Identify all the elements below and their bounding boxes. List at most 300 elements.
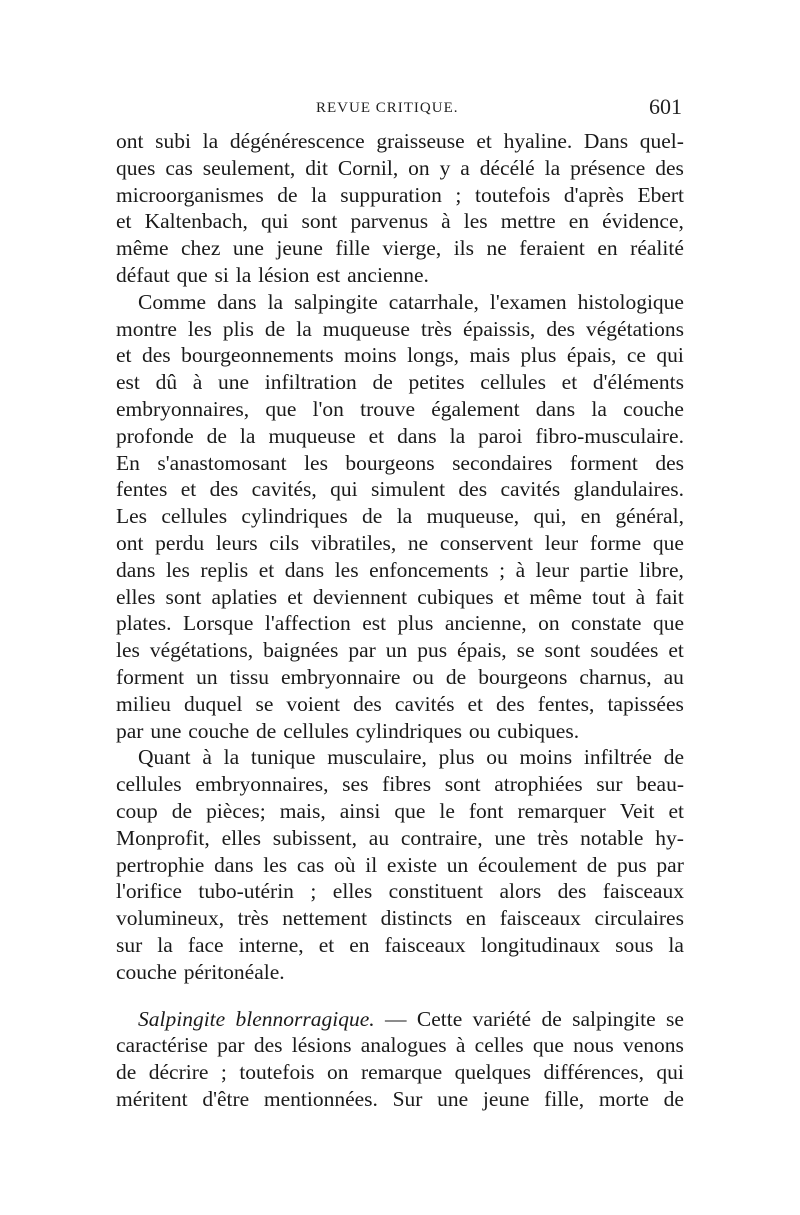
word: embryonnaires, — [195, 772, 329, 797]
word: un — [196, 664, 218, 689]
word: forment — [116, 664, 185, 689]
text-line — [116, 503, 684, 530]
word: et — [668, 798, 684, 823]
word: et — [476, 129, 492, 153]
word: à — [455, 1033, 466, 1058]
text-line — [116, 1086, 684, 1113]
text-line — [116, 423, 684, 450]
word: plus — [520, 343, 557, 368]
word: de — [206, 423, 227, 448]
word: général, — [615, 504, 684, 529]
word: qui — [330, 477, 358, 502]
word: que — [652, 530, 684, 555]
word: coup — [116, 798, 158, 823]
word: variété — [472, 1006, 532, 1031]
word: dit — [305, 155, 328, 180]
text-line — [116, 718, 684, 745]
word: la — [223, 745, 240, 770]
word: des — [496, 691, 525, 716]
word: est — [362, 611, 387, 636]
word: fentes, — [537, 691, 595, 716]
word: se — [666, 1006, 684, 1031]
word: celles — [474, 1033, 524, 1058]
word: même — [116, 236, 169, 261]
word: des — [655, 155, 684, 180]
word: contraire, — [400, 825, 483, 850]
word: longs, — [407, 343, 460, 368]
word: et — [258, 557, 275, 582]
word: mentionnées. — [263, 1086, 378, 1111]
word: histologique — [577, 289, 684, 314]
word: toutefois — [239, 1060, 315, 1085]
word: très — [237, 906, 269, 931]
word: tubo-utérin — [198, 879, 294, 904]
word: enfoncements — [369, 557, 489, 582]
word: et — [116, 343, 132, 368]
word: à — [441, 209, 451, 234]
word: face — [187, 932, 224, 957]
word: ancienne, — [444, 611, 527, 636]
word: la — [311, 182, 327, 207]
word: très — [420, 316, 453, 341]
word: un — [385, 638, 408, 663]
word: — — [385, 1006, 407, 1031]
word: de — [445, 664, 467, 689]
word: sur — [596, 772, 623, 797]
word: venons — [623, 1033, 684, 1058]
word: en — [349, 932, 370, 957]
word: méritent — [116, 1086, 188, 1111]
word: catarrhale, — [388, 289, 479, 314]
text-line — [116, 959, 684, 986]
word: ; — [310, 879, 317, 904]
word: y — [439, 155, 451, 180]
section-heading: Salpingite — [138, 1006, 226, 1031]
word: et — [668, 638, 684, 663]
word: de — [171, 798, 193, 823]
word: épais, — [457, 638, 507, 663]
word: des — [546, 316, 575, 341]
word: ou — [486, 745, 508, 770]
text-line — [116, 825, 684, 852]
word: perdu — [155, 530, 205, 555]
word: présence — [570, 155, 646, 180]
word: cellules — [161, 504, 228, 529]
word: a — [460, 155, 470, 180]
word: embryonnaires, — [116, 396, 250, 421]
word: dans — [214, 852, 254, 877]
word: remarque — [360, 1060, 443, 1085]
word: tout — [592, 584, 626, 609]
word: la — [235, 262, 252, 287]
text-line — [116, 128, 684, 155]
word: est — [116, 370, 140, 395]
word: soudées — [590, 638, 659, 663]
word: cubiques. — [497, 718, 580, 743]
word: que — [176, 262, 208, 287]
word: cylindriques — [355, 718, 463, 743]
word: réalité — [630, 236, 684, 261]
word: forme — [589, 530, 642, 555]
word: et — [180, 477, 197, 502]
text-line — [116, 878, 684, 905]
word: Dans — [583, 129, 629, 153]
word: alors — [499, 879, 542, 904]
word: hy- — [655, 825, 684, 850]
word: toutefois — [475, 182, 551, 207]
word: cils — [269, 530, 300, 555]
word: bourgeons — [345, 450, 435, 475]
word: en — [568, 209, 590, 234]
word: à — [515, 557, 526, 582]
word: ont — [116, 530, 144, 555]
word: sous — [615, 932, 654, 957]
word: l'orifice — [116, 879, 182, 904]
word: couche — [623, 396, 684, 421]
word: longitudinaux — [480, 932, 601, 957]
word: salpingite — [294, 289, 378, 314]
word: elles — [221, 825, 261, 850]
word: très — [537, 825, 569, 850]
word: dans — [397, 423, 437, 448]
word: plis — [222, 316, 254, 341]
word: Comme — [138, 289, 207, 314]
word: lésion — [258, 262, 310, 287]
text-line — [116, 182, 684, 209]
word: ne — [407, 530, 429, 555]
word: il — [365, 852, 378, 877]
word: que — [394, 798, 426, 823]
word: fait — [655, 584, 684, 609]
word: plus — [438, 745, 475, 770]
word: remarquer — [517, 798, 606, 823]
text-line — [116, 530, 684, 557]
word: en — [465, 906, 487, 931]
word: muqueuse — [322, 316, 410, 341]
word: volumineux, — [116, 906, 225, 931]
word: que — [532, 1033, 564, 1058]
word: cas — [296, 852, 325, 877]
word: on — [327, 1060, 349, 1085]
word: secondaires — [452, 450, 553, 475]
word: bourgeonnements — [181, 343, 334, 368]
word: cavités — [394, 691, 455, 716]
word: de — [264, 316, 286, 341]
word: infiltrée — [583, 745, 652, 770]
word: qui — [656, 1060, 684, 1085]
word: notable — [580, 825, 644, 850]
word: également — [431, 396, 520, 421]
word: atrophiées — [494, 772, 583, 797]
word: et — [503, 584, 520, 609]
word: ce — [626, 343, 646, 368]
word: vibratiles, — [310, 530, 397, 555]
text-line — [116, 396, 684, 423]
word: circulaires — [594, 906, 684, 931]
word: couche — [188, 718, 250, 743]
word: la — [396, 504, 413, 529]
word: replis — [200, 557, 249, 582]
word: sont — [444, 772, 481, 797]
word: ils — [453, 236, 475, 261]
word: des — [458, 477, 488, 502]
word: à — [635, 584, 646, 609]
word: qui, — [533, 504, 567, 529]
word: hyaline. — [503, 129, 573, 153]
word: et — [318, 932, 335, 957]
text-line — [116, 316, 684, 343]
word: la — [296, 316, 312, 341]
word: de — [362, 504, 383, 529]
word: une — [437, 1086, 469, 1111]
word: le — [439, 798, 455, 823]
word: Ebert — [637, 182, 684, 207]
word: ancienne. — [347, 262, 429, 287]
word: faisceaux — [602, 879, 684, 904]
word: défaut — [116, 262, 170, 287]
word: plus — [397, 611, 434, 636]
word: épais, — [566, 343, 617, 368]
word: pus — [417, 638, 448, 663]
text-line — [116, 771, 684, 798]
word: mais, — [279, 798, 326, 823]
word: subissent, — [272, 825, 357, 850]
word: végétations, — [149, 638, 254, 663]
word: mais — [469, 343, 511, 368]
word: péritonéale. — [183, 959, 285, 984]
word: ne — [486, 236, 507, 261]
word: En — [116, 450, 140, 475]
word: d'éléments — [592, 370, 684, 395]
text-line — [116, 450, 684, 477]
text-line — [116, 852, 684, 879]
word: nous — [573, 1033, 614, 1058]
word: morte — [598, 1086, 649, 1111]
word: les — [334, 557, 359, 582]
word: des — [557, 879, 587, 904]
word: montre — [116, 316, 177, 341]
word: leur — [544, 530, 579, 555]
word: dans — [217, 289, 257, 314]
word: que — [265, 396, 297, 421]
word: constate — [571, 611, 642, 636]
word: simulent — [370, 477, 446, 502]
word: les — [116, 638, 140, 663]
word: épaissis, — [463, 316, 536, 341]
word: muqueuse, — [426, 504, 520, 529]
word: embryonnaire — [281, 664, 401, 689]
word: fentes — [116, 477, 168, 502]
word: de — [663, 745, 684, 770]
page-body — [116, 128, 684, 1113]
word: une — [494, 825, 526, 850]
word: existe — [386, 852, 438, 877]
word: couche — [116, 959, 177, 984]
word: les — [304, 450, 328, 475]
text-line — [116, 235, 684, 262]
word: distincts — [380, 906, 453, 931]
word: à — [192, 370, 203, 395]
word: profonde — [116, 423, 194, 448]
text-line — [116, 610, 684, 637]
word: jeune — [276, 236, 323, 261]
word: écoulement — [477, 852, 578, 877]
word: ou — [412, 664, 434, 689]
word: cavités, — [251, 477, 317, 502]
word: petites — [408, 370, 465, 395]
word: l'on — [312, 396, 344, 421]
word: des — [655, 450, 684, 475]
word: de — [277, 182, 298, 207]
word: une — [218, 370, 250, 395]
word: sont — [301, 209, 338, 234]
word: ; — [220, 1060, 227, 1085]
text-line — [116, 342, 684, 369]
word: microorganismes — [116, 182, 264, 207]
word: infiltration — [264, 370, 357, 395]
page-header — [116, 92, 682, 124]
text-line — [116, 905, 684, 932]
word: quelques — [454, 1060, 532, 1085]
word: faisceaux — [499, 906, 581, 931]
word: s'anastomosant — [157, 450, 287, 475]
word: tissu — [229, 664, 269, 689]
word: Kaltenbach, — [144, 209, 248, 234]
text-line — [116, 637, 684, 664]
text-line — [116, 744, 684, 771]
page-number: 601 — [649, 94, 682, 119]
word: la — [239, 423, 256, 448]
word: un — [446, 852, 469, 877]
word: musculaire, — [327, 745, 427, 770]
word: tapissées — [607, 691, 684, 716]
word: de — [541, 1006, 562, 1031]
word: sont — [165, 584, 202, 609]
word: par — [217, 1033, 245, 1058]
word: voient — [286, 691, 341, 716]
word: la — [157, 932, 173, 957]
word: la — [591, 396, 607, 421]
word: d'après — [563, 182, 624, 207]
word: libre, — [639, 557, 684, 582]
word: sont — [544, 638, 581, 663]
text-line — [116, 369, 684, 396]
word: paroi — [478, 423, 523, 448]
word: duquel — [183, 691, 243, 716]
word: moins — [519, 745, 573, 770]
word: de — [256, 718, 277, 743]
text-line — [116, 584, 684, 611]
word: des — [253, 1033, 283, 1058]
word: par — [656, 852, 684, 877]
word: graisseuse — [376, 129, 465, 153]
word: une — [150, 718, 182, 743]
word: partie — [579, 557, 629, 582]
word: à — [202, 745, 212, 770]
word: Cornil, — [337, 155, 399, 180]
word: fille, — [544, 1086, 585, 1111]
text-line — [116, 155, 684, 182]
word: au — [368, 825, 390, 850]
word: de — [586, 852, 608, 877]
word: forment — [569, 450, 638, 475]
word: baignées — [263, 638, 339, 663]
word: dans — [535, 396, 576, 421]
word: salpingite — [572, 1006, 656, 1031]
word: ; — [455, 182, 462, 207]
word: de — [116, 1060, 137, 1085]
word: et — [561, 370, 578, 395]
word: elles — [116, 584, 156, 609]
word: d'être — [202, 1086, 250, 1111]
word: cavités — [500, 477, 561, 502]
word: cellules — [116, 772, 182, 797]
word: ques — [116, 155, 156, 180]
word: une — [232, 236, 264, 261]
word: pertrophie — [116, 852, 205, 877]
word: seulement, — [202, 155, 296, 180]
word: cellules — [480, 370, 546, 395]
word: jeune — [482, 1086, 530, 1111]
word: par — [348, 638, 376, 663]
word: on — [538, 611, 560, 636]
text-line — [116, 691, 684, 718]
text-line — [116, 262, 684, 289]
section-gap — [116, 986, 684, 1006]
word: pus — [616, 852, 647, 877]
word: de — [372, 370, 393, 395]
word: muqueuse — [268, 423, 356, 448]
word: Sur — [392, 1086, 423, 1111]
word: même — [529, 584, 582, 609]
word: si — [214, 262, 229, 287]
word: qui — [656, 343, 684, 368]
word: végétations — [586, 316, 684, 341]
word: dans — [116, 557, 156, 582]
text-line — [116, 208, 684, 235]
word: bourgeons — [478, 664, 568, 689]
word: la — [544, 155, 561, 180]
word: des — [209, 477, 239, 502]
text-line — [116, 1006, 684, 1033]
word: décélé — [479, 155, 535, 180]
running-head: REVUE CRITIQUE. — [316, 100, 459, 116]
word: vierge, — [382, 236, 442, 261]
word: et — [467, 691, 484, 716]
word: se — [516, 638, 535, 663]
word: font — [468, 798, 504, 823]
word: suppuration — [340, 182, 442, 207]
text-line — [116, 932, 684, 959]
word: aplaties — [211, 584, 278, 609]
text-line — [116, 476, 684, 503]
word: se — [255, 691, 274, 716]
word: la — [668, 932, 684, 957]
word: nettement — [282, 906, 368, 931]
text-line — [116, 1059, 684, 1086]
text-line — [116, 557, 684, 584]
word: faisceaux — [384, 932, 466, 957]
word: leurs — [215, 530, 258, 555]
word: Quant — [138, 745, 191, 770]
word: où — [334, 852, 356, 877]
word: subi — [155, 129, 191, 153]
word: cylindriques — [241, 504, 348, 529]
word: leur — [535, 557, 570, 582]
text-line — [116, 289, 684, 316]
word: ont — [116, 129, 144, 153]
word: caractérise — [116, 1033, 208, 1058]
